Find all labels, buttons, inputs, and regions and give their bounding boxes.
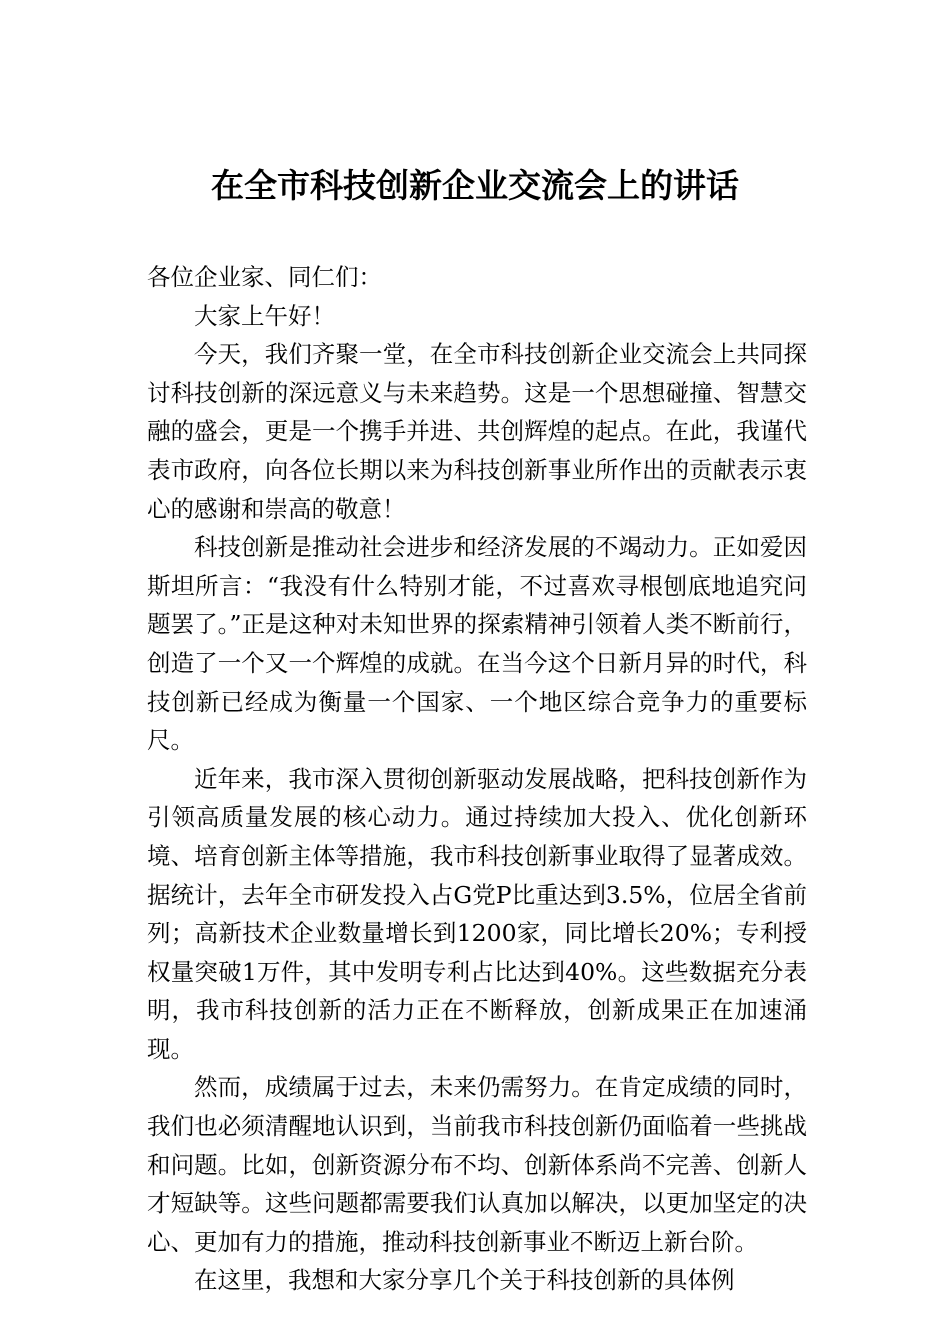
- paragraph-achievements: 近年来，我市深入贯彻创新驱动发展战略，把科技创新作为引领高质量发展的核心动力。通过持续加大投入、优化创新环境、培育创新主体等措施，我市科技创新事业取得了显著成效。据统计，去年全市研发投入占G党P比重达到3.5%，位居全省前列；高新技术企业数量增长到1200家，同比增长20%；专利授权量突破1万件，其中发明专利占比达到40%。这些数据充分表明，我市科技创新的活力正在不断释放，创新成果正在加速涌现。: [147, 764, 807, 1063]
- paragraph-opening: 今天，我们齐聚一堂，在全市科技创新企业交流会上共同探讨科技创新的深远意义与未来趋势。这是一个思想碰撞、智慧交融的盛会，更是一个携手并进、共创辉煌的起点。在此，我谨代表市政府，向各位长期以来为科技创新事业所作出的贡献表示衷心的感谢和崇高的敬意！: [147, 340, 807, 523]
- document-title: 在全市科技创新企业交流会上的讲话: [211, 166, 739, 205]
- salutation: 各位企业家、同仁们：: [147, 263, 382, 291]
- document-body: [147, 258, 807, 1300]
- paragraph-innovation-importance: 科技创新是推动社会进步和经济发展的不竭动力。正如爱因斯坦所言：“我没有什么特别才能，不过喜欢寻根刨底地追究问题罢了。”正是这种对未知世界的探索精神引领着人类不断前行，创造了一个又一个辉煌的成就。在当今这个日新月异的时代，科技创新已经成为衡量一个国家、一个地区综合竞争力的重要标尺。: [147, 533, 807, 755]
- paragraph-greeting: 大家上午好！: [194, 301, 335, 330]
- paragraph-challenges: 然而，成绩属于过去，未来仍需努力。在肯定成绩的同时，我们也必须清醒地认识到，当前我市科技创新仍面临着一些挑战和问题。比如，创新资源分布不均、创新体系尚不完善、创新人才短缺等。这些问题都需要我们认真加以解决，以更加坚定的决心、更加有力的措施，推动科技创新事业不断迈上新台阶。: [147, 1073, 807, 1256]
- paragraph-examples: 在这里，我想和大家分享几个关于科技创新的具体例: [194, 1266, 735, 1295]
